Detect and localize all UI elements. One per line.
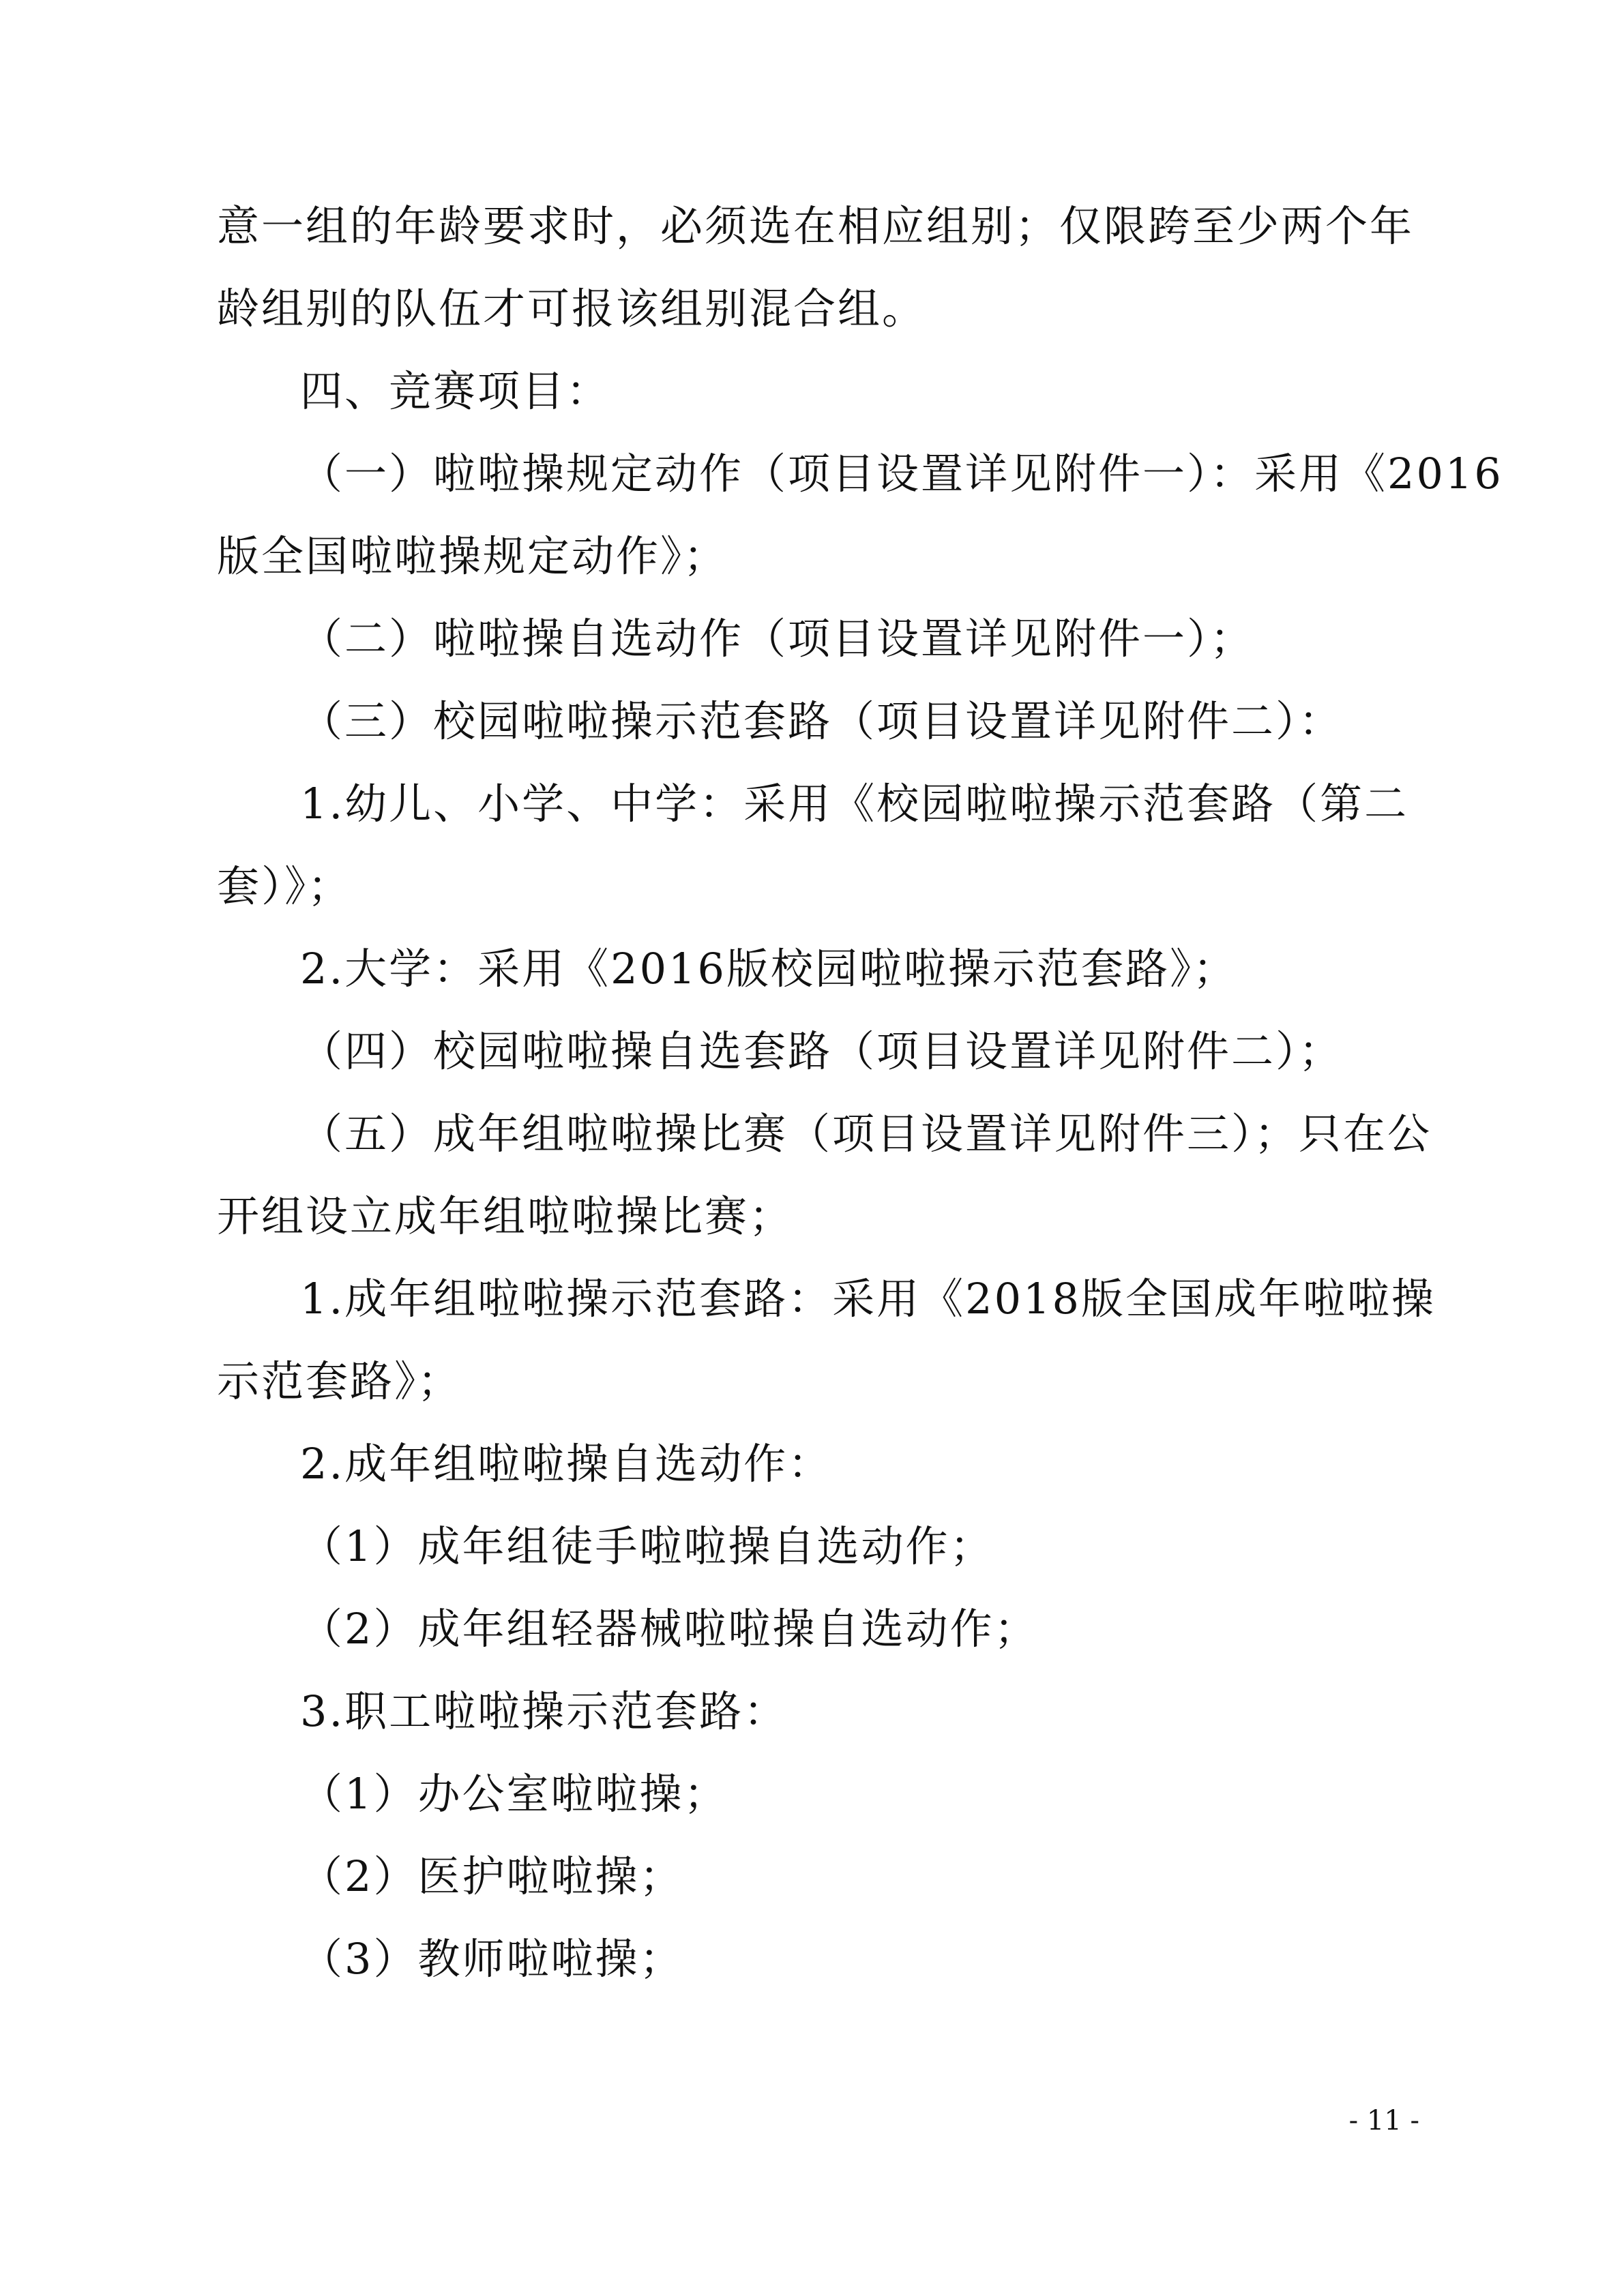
body-line: 版全国啦啦操规定动作》； — [217, 531, 728, 581]
body-line: 2.大学：采用《2016版校园啦啦操示范套路》； — [300, 944, 1237, 994]
body-line: （四）校园啦啦操自选套路（项目设置详见附件二）； — [300, 1026, 1344, 1076]
body-line: 1.成年组啦啦操示范套路：采用《2018版全国成年啦啦操 — [300, 1274, 1436, 1324]
body-line: 示范套路》； — [217, 1356, 462, 1406]
body-line: （一）啦啦操规定动作（项目设置详见附件一）：采用《2016 — [300, 449, 1503, 498]
body-line: （1）成年组徒手啦啦操自选动作； — [300, 1521, 994, 1571]
body-line: 2.成年组啦啦操自选动作： — [300, 1439, 833, 1489]
body-line: （2）医护啦啦操； — [300, 1851, 684, 1901]
body-line: 3.职工啦啦操示范套路： — [300, 1686, 788, 1736]
body-line: （五）成年组啦啦操比赛（项目设置详见附件三）；只在公 — [300, 1109, 1432, 1159]
body-line: 1.幼儿、小学、中学：采用《校园啦啦操示范套路（第二 — [300, 779, 1409, 829]
body-line: （三）校园啦啦操示范套路（项目设置详见附件二）： — [300, 696, 1344, 746]
page-number: - 11 - — [1348, 2105, 1419, 2136]
body-line: 套）》； — [217, 861, 353, 911]
section-heading: 四、竞赛项目： — [300, 366, 611, 416]
body-line: （2）成年组轻器械啦啦操自选动作； — [300, 1604, 1039, 1654]
body-line: （二）啦啦操自选动作（项目设置详见附件一）； — [300, 614, 1255, 664]
body-line: 龄组别的队伍才可报该组别混合组。 — [217, 284, 927, 333]
body-line: （1）办公室啦啦操； — [300, 1769, 728, 1819]
body-line: （3）教师啦啦操； — [300, 1934, 684, 1984]
body-line: 意一组的年龄要求时，必须选在相应组别；仅限跨至少两个年 — [217, 201, 1415, 251]
body-line: 开组设立成年组啦啦操比赛； — [217, 1191, 794, 1241]
